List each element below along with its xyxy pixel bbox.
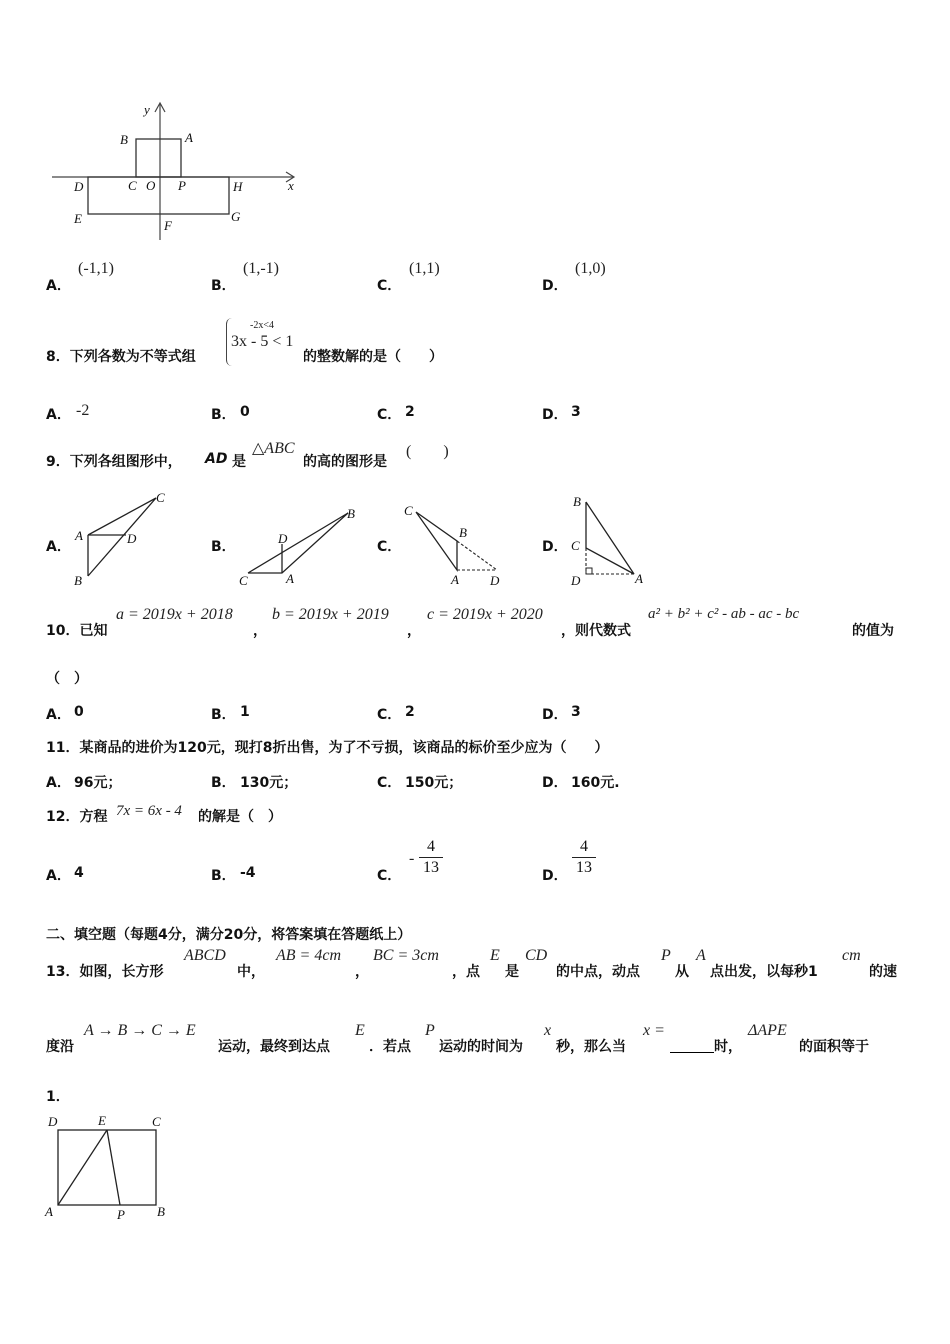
q10-option-c-letter: C． (377, 707, 402, 723)
q13-fig-b-label: B (157, 1204, 165, 1219)
q12-option-d-numerator: 4 (580, 838, 588, 855)
q10-suffix: 的值为 (852, 623, 894, 639)
fig-d-a-label: A (635, 571, 643, 586)
q12-option-b-value: -4 (240, 865, 256, 881)
q8-option-b-value: 0 (240, 404, 250, 420)
q10-option-b-value: 1 (240, 704, 250, 720)
q13-line2-g: 的面积等于 (799, 1039, 869, 1055)
fig-b-c-label: C (239, 573, 248, 588)
section-2-title: 二、填空题（每题4分，满分20分，将答案填在答题纸上） (46, 927, 412, 943)
q13-part5: 是 (505, 964, 519, 980)
axis-x-label: x (288, 178, 294, 193)
point-o-label: O (146, 178, 156, 193)
fig-c-d-label: D (490, 573, 500, 588)
q8-option-a-value: -2 (76, 402, 90, 419)
q12-option-c-sign: - (409, 850, 415, 867)
q9-ad: AD (205, 451, 228, 467)
q9-figure-c (400, 500, 515, 595)
q10-a-def: a = 2019x + 2018 (116, 606, 233, 623)
q9-triangle: △ABC (252, 440, 295, 457)
q13-path: A → B → C → E (84, 1022, 196, 1039)
fig-a-c-label: C (156, 490, 165, 505)
q9-prefix: 9．下列各组图形中， (46, 454, 182, 470)
q7-option-d-letter: D． (542, 278, 568, 294)
q7-option-c-letter: C． (377, 278, 402, 294)
fig-b-b-label: B (347, 506, 355, 521)
q13-line2-b: 运动，最终到达点 (218, 1039, 330, 1055)
q13-part9: 的速 (869, 964, 897, 980)
q13-line2-f: 时， (714, 1039, 742, 1055)
fig-d-b-label: B (573, 494, 581, 509)
point-p-label: P (178, 178, 186, 193)
q13-fig-a-label: A (45, 1204, 53, 1219)
fig-c-b-label: B (459, 525, 467, 540)
q9-option-d-letter: D． (542, 539, 568, 555)
q8-suffix: 的整数解的是（ ） (303, 349, 443, 365)
q10-option-d-value: 3 (571, 704, 581, 720)
q13-part2: 中， (237, 964, 265, 980)
q10-option-c-value: 2 (405, 704, 415, 720)
q12-equation: 7x = 6x - 4 (116, 803, 182, 819)
fig-d-d-label: D (571, 573, 581, 588)
axis-y-label: y (144, 102, 150, 117)
q12-option-b-letter: B． (211, 868, 236, 884)
q13-p2: P (425, 1022, 435, 1039)
q8-option-d-value: 3 (571, 404, 581, 420)
q11-option-b-letter: B． (211, 775, 236, 791)
q13-fig-p-label: P (117, 1207, 125, 1222)
q10-option-a-value: 0 (74, 704, 84, 720)
q13-part4: ，点 (452, 964, 480, 980)
q13-p: P (661, 947, 671, 964)
q9-figure-a (70, 488, 180, 588)
q8-inequality-2: 3x - 5 < 1 (231, 333, 294, 350)
q10-c-def: c = 2019x + 2020 (427, 606, 543, 623)
q11-option-a-letter: A． (46, 775, 71, 791)
q10-mid: ，则代数式 (561, 623, 631, 639)
point-h-label: H (233, 179, 243, 194)
q13-e: E (490, 947, 500, 964)
q10-prefix: 10．已知 (46, 623, 108, 639)
q8-inequality-1: -2x<4 (250, 320, 274, 331)
q13-ape: ΔAPE (748, 1022, 787, 1039)
q7-coordinate-figure (48, 100, 308, 245)
q11-option-b-value: 130元； (240, 775, 298, 791)
point-d-label: D (74, 179, 84, 194)
q13-line3: 1． (46, 1089, 70, 1105)
fig-a-d-label: D (127, 531, 137, 546)
q12-option-d-denominator: 13 (576, 859, 592, 876)
q10-option-b-letter: B． (211, 707, 236, 723)
fig-c-a-label: A (451, 572, 459, 587)
fig-c-c-label: C (404, 503, 413, 518)
q11-option-c-letter: C． (377, 775, 402, 791)
fig-a-b-label: B (74, 573, 82, 588)
q8-option-a-letter: A． (46, 407, 71, 423)
q13-abcd: ABCD (184, 947, 226, 964)
q11-text: 11．某商品的进价为120元，现打8折出售，为了不亏损，该商品的标价至少应为（ ） (46, 740, 609, 756)
q12-option-a-letter: A． (46, 868, 71, 884)
q13-part1: 13．如图，长方形 (46, 964, 164, 980)
q13-fig-e-label: E (98, 1113, 106, 1128)
q10-b-def: b = 2019x + 2019 (272, 606, 389, 623)
q10-comma-2: ， (407, 623, 421, 639)
q10-expression: a² + b² + c² - ab - ac - bc (648, 606, 800, 622)
q9-option-c-letter: C． (377, 539, 402, 555)
q9-figure-b (236, 503, 366, 593)
q12-option-d-fraction (572, 838, 596, 877)
q7-option-a-letter: A． (46, 278, 71, 294)
q10-paren: （ ） (46, 671, 88, 687)
q13-fig-c-label: C (152, 1114, 161, 1129)
q7-option-b-value: (1,-1) (243, 260, 279, 277)
q12-option-c-denominator: 13 (423, 859, 439, 876)
q8-option-c-letter: C． (377, 407, 402, 423)
q8-option-d-letter: D． (542, 407, 568, 423)
q12-prefix: 12．方程 (46, 809, 108, 825)
q13-a: A (696, 947, 706, 964)
q8-option-c-value: 2 (405, 404, 415, 420)
q13-line2-c: ．若点 (369, 1039, 411, 1055)
q13-bc: BC = 3cm (373, 947, 439, 964)
q11-option-c-value: 150元； (405, 775, 463, 791)
point-e-label: E (74, 211, 82, 226)
q12-option-d-letter: D． (542, 868, 568, 884)
q12-option-c-numerator: 4 (427, 838, 435, 855)
q13-x-eq: x = (643, 1022, 665, 1039)
point-a-label: A (185, 130, 193, 145)
point-g-label: G (231, 209, 241, 224)
q13-cm: cm (842, 947, 861, 964)
q9-option-a-letter: A． (46, 539, 71, 555)
q12-suffix: 的解是（ ） (198, 809, 282, 825)
q13-line2-start: 度沿 (46, 1039, 74, 1055)
q11-option-d-letter: D． (542, 775, 568, 791)
q11-option-a-value: 96元； (74, 775, 122, 791)
q13-part8: 点出发，以每秒1 (710, 964, 818, 980)
fig-b-a-label: A (286, 571, 294, 586)
q8-prefix: 8．下列各数为不等式组 (46, 349, 196, 365)
q9-option-b-letter: B． (211, 539, 236, 555)
point-b-label: B (120, 132, 128, 147)
q9-paren: ( ) (406, 443, 449, 460)
q9-figure-d (568, 492, 658, 592)
q12-option-c-letter: C． (377, 868, 402, 884)
q13-e2: E (355, 1022, 365, 1039)
fig-b-d-label: D (278, 531, 288, 546)
q13-part3: ， (355, 964, 369, 980)
q10-option-d-letter: D． (542, 707, 568, 723)
q8-option-b-letter: B． (211, 407, 236, 423)
q9-mid: 是 (232, 454, 246, 470)
fig-d-c-label: C (571, 538, 580, 553)
point-c-label: C (128, 178, 137, 193)
q7-option-a-value: (-1,1) (78, 260, 114, 277)
point-f-label: F (164, 218, 172, 233)
q7-option-d-value: (1,0) (575, 260, 606, 277)
q13-line2-e: 秒，那么当 (556, 1039, 626, 1055)
q13-fig-d-label: D (48, 1114, 58, 1129)
q12-option-a-value: 4 (74, 865, 84, 881)
q7-option-b-letter: B． (211, 278, 236, 294)
q13-answer-blank[interactable] (670, 1040, 714, 1053)
q13-x: x (544, 1022, 552, 1039)
q12-option-c-fraction (419, 838, 443, 877)
q13-rectangle-figure (40, 1110, 180, 1225)
q7-option-c-value: (1,1) (409, 260, 440, 277)
fig-a-a-label: A (75, 528, 83, 543)
q10-comma-1: ， (253, 623, 267, 639)
q10-option-a-letter: A． (46, 707, 71, 723)
q13-cd: CD (525, 947, 548, 964)
q13-part7: 从 (675, 964, 689, 980)
q13-line2-d: 运动的时间为 (439, 1039, 523, 1055)
q13-ab: AB = 4cm (276, 947, 341, 964)
q13-part6: 的中点，动点 (556, 964, 640, 980)
q9-suffix: 的高的图形是 (303, 454, 387, 470)
q11-option-d-value: 160元. (571, 775, 620, 791)
